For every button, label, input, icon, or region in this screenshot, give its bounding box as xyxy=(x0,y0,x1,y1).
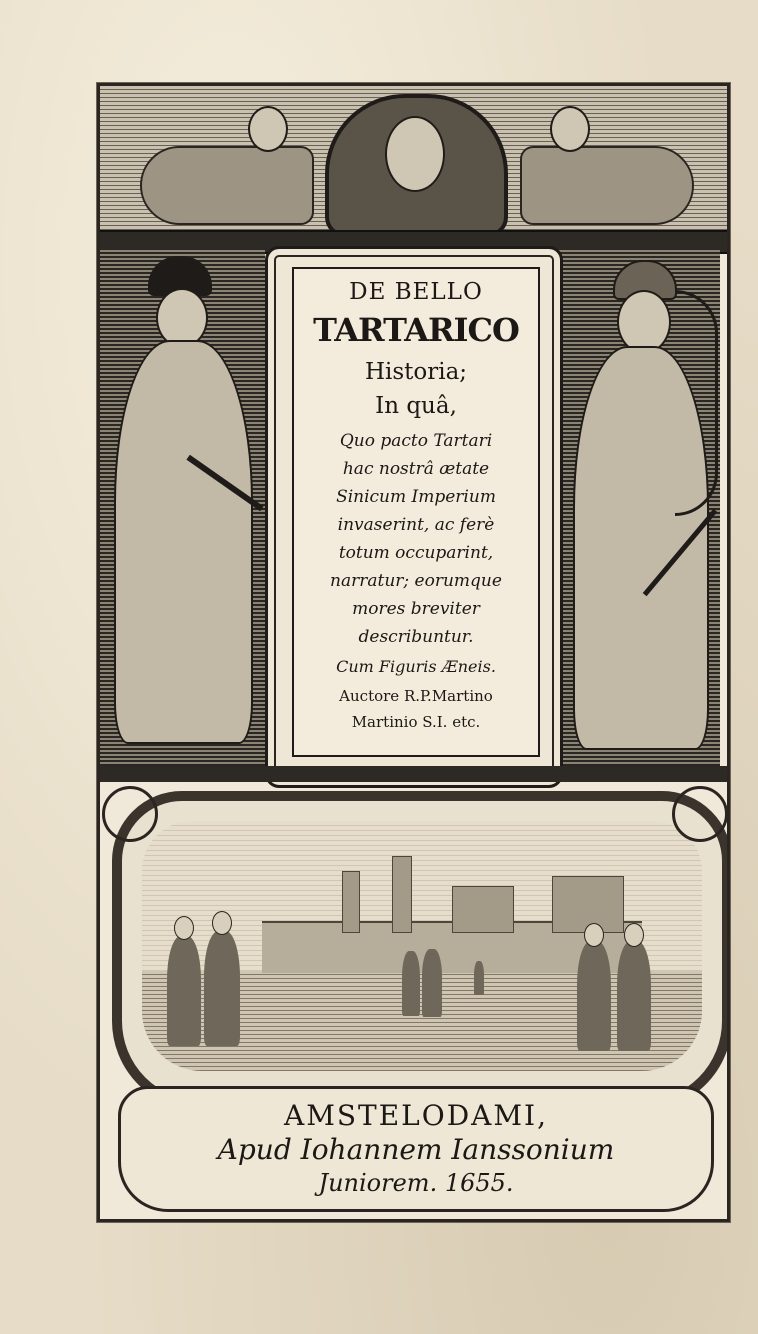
title-line-historia: Historia; xyxy=(364,359,468,385)
author-line-2: Martinio S.I. etc. xyxy=(351,713,481,731)
right-figure-panel xyxy=(555,250,720,766)
reclining-figure-left xyxy=(140,146,314,225)
city-tower xyxy=(452,886,514,933)
scroll-ornament-right xyxy=(672,786,728,842)
right-figure-head xyxy=(617,290,671,354)
reclining-figure-right xyxy=(520,146,694,225)
city-tower xyxy=(342,871,360,933)
figure-middle xyxy=(402,951,420,1016)
subtitle-line: mores breviter xyxy=(352,599,480,619)
figure-pair-right xyxy=(617,941,651,1051)
right-figure-bow xyxy=(675,290,718,516)
imprint-city: AMSTELODAMI, xyxy=(283,1099,549,1132)
title-line-de-bello: DE BELLO xyxy=(349,279,483,305)
scroll-ornament-left xyxy=(102,786,158,842)
figure-head xyxy=(174,916,194,940)
figure-head xyxy=(624,923,644,947)
author-line-1: Auctore R.P.Martino xyxy=(339,687,493,705)
title-panel xyxy=(292,267,540,757)
figure-pair-right xyxy=(577,941,611,1051)
imprint-printer: Apud Iohannem Ianssonium xyxy=(217,1133,615,1166)
figure-head xyxy=(584,923,604,947)
city-tower xyxy=(392,856,412,933)
imprint-banner xyxy=(118,1086,714,1212)
reclining-figure-left-head xyxy=(248,106,288,152)
top-frieze xyxy=(100,86,727,234)
middle-ledge xyxy=(100,766,727,782)
figure-distant xyxy=(474,961,484,995)
landscape-cartouche xyxy=(112,791,730,1111)
imprint-date: Juniorem. 1655. xyxy=(318,1169,514,1197)
figure-pair-left xyxy=(167,936,201,1046)
subtitle-line: invaserint, ac ferè xyxy=(337,515,495,535)
figure-pair-left xyxy=(204,931,240,1046)
subtitle-line: Quo pacto Tartari xyxy=(339,431,493,451)
reclining-figure-right-head xyxy=(550,106,590,152)
subtitle-line: Sinicum Imperium xyxy=(336,487,496,507)
engraved-frontispiece xyxy=(97,83,730,1222)
figure-middle xyxy=(422,949,442,1017)
left-figure-head xyxy=(156,288,208,348)
title-cartouche xyxy=(265,246,563,788)
subtitle-line: narratur; eorumque xyxy=(330,571,502,591)
title-line-in-qua: In quâ, xyxy=(375,393,457,419)
medallion-head xyxy=(385,116,445,192)
figures-note: Cum Figuris Æneis. xyxy=(336,657,496,676)
left-figure-robe xyxy=(114,340,253,744)
subtitle-line: hac nostrâ ætate xyxy=(342,459,490,479)
title-line-tartarico: TARTARICO xyxy=(313,311,519,349)
subtitle-line: totum occuparint, xyxy=(338,543,494,563)
figure-head xyxy=(212,911,232,935)
subtitle-line: describuntur. xyxy=(358,627,474,647)
left-figure-panel xyxy=(100,250,265,766)
